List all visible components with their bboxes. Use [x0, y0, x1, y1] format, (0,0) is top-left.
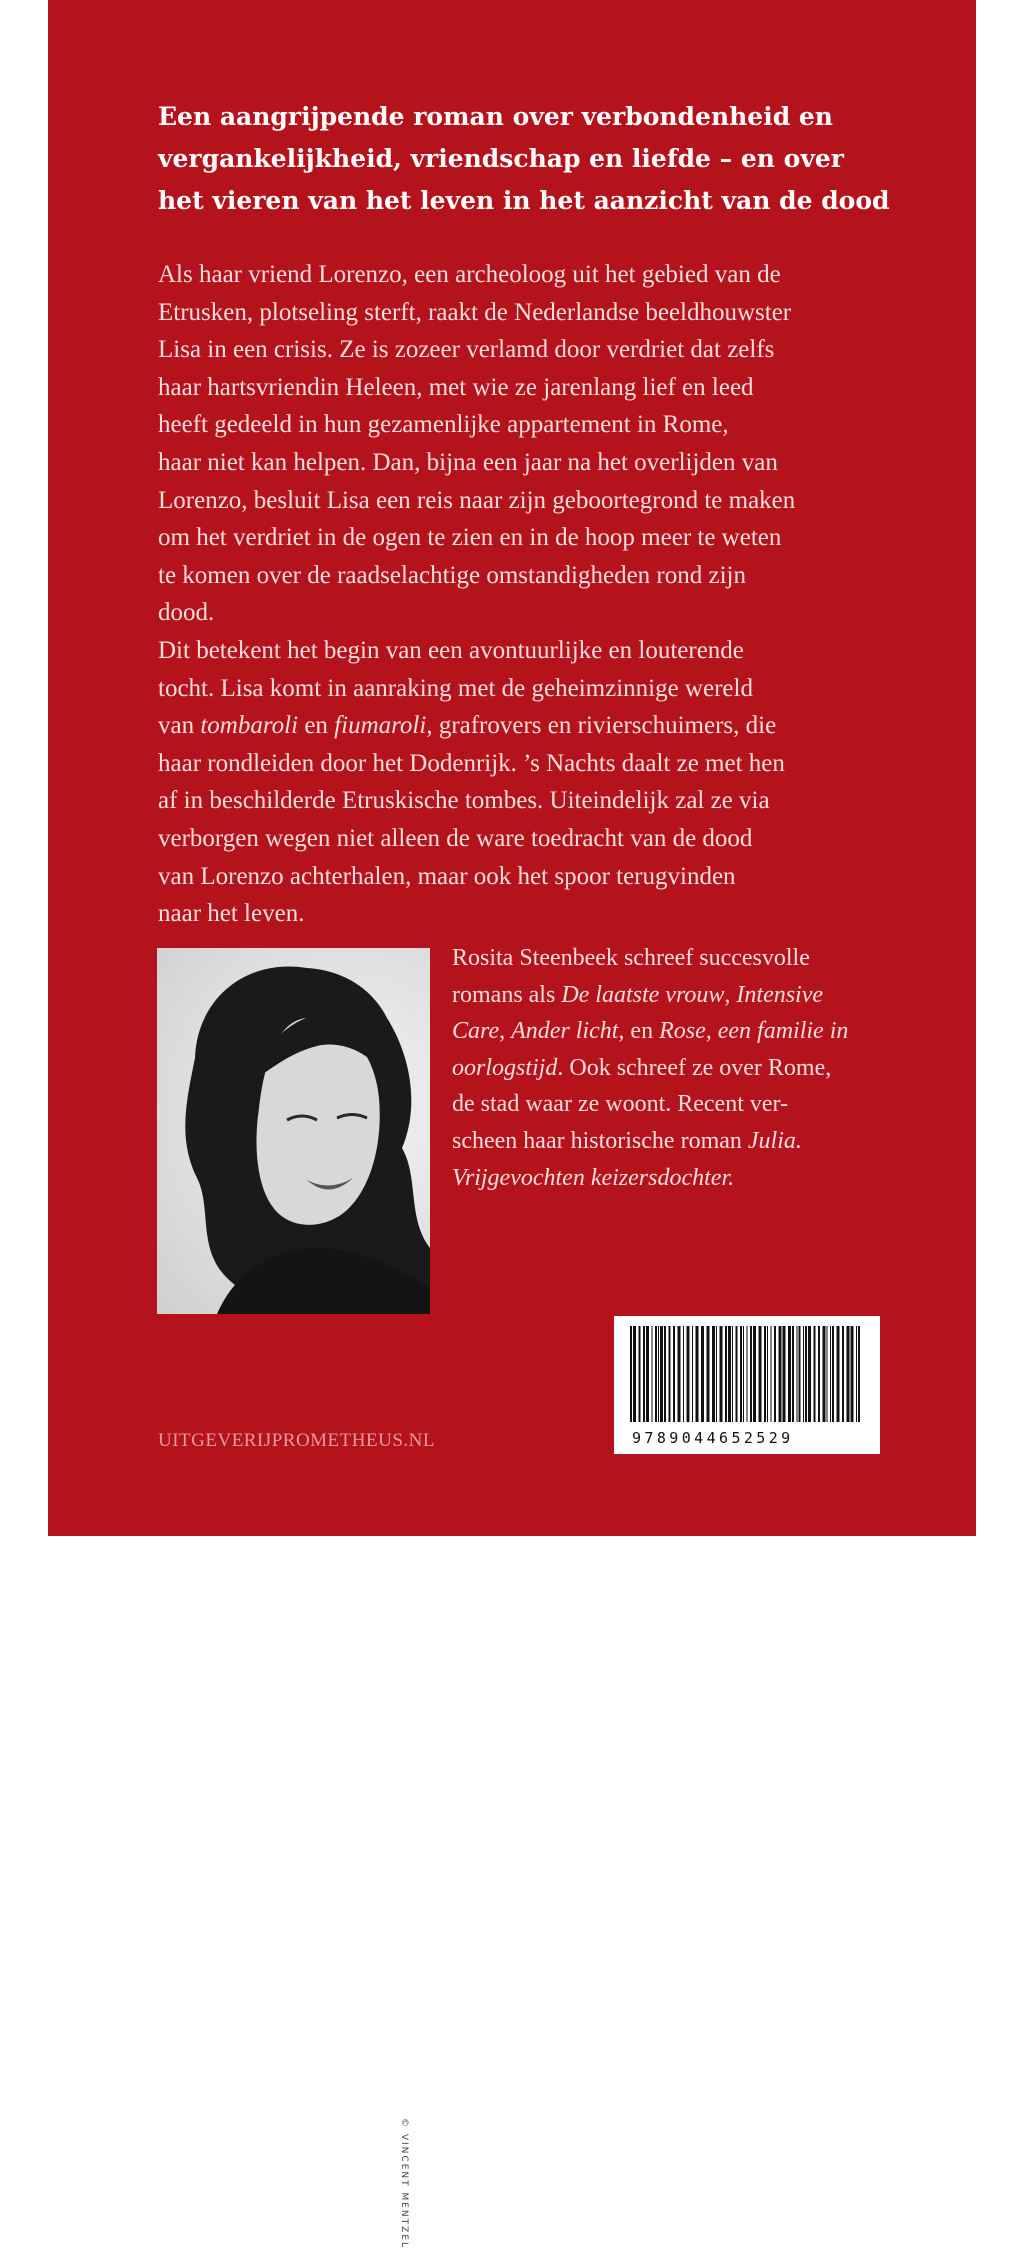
barcode-bar: [720, 1326, 723, 1422]
blurb-line: haar rondleiden door het Dodenrijk. ’s Nachts daalt ze met hen: [158, 749, 785, 777]
blurb-line: om het verdriet in de ogen te zien en in de hoop meer te weten: [158, 524, 782, 552]
book-title: De laatste vrouw: [561, 981, 725, 1008]
barcode-bar: [687, 1326, 690, 1422]
barcode-bar: [655, 1326, 657, 1422]
blurb-italic-term: fiumaroli: [334, 712, 427, 740]
blurb-text: [158, 256, 918, 933]
author-bio-line: [452, 1050, 922, 1087]
blurb-line: Etrusken, plotseling sterft, raakt de Nederlandse beeldhouwster: [158, 298, 792, 326]
author-bio-line: [452, 977, 922, 1014]
barcode-bar: [779, 1326, 782, 1422]
barcode-bar: [633, 1326, 636, 1422]
barcode-bar: [842, 1326, 844, 1422]
photo-credit: © VINCENT MENTZEL: [399, 2118, 409, 2249]
blurb-text-run: van: [158, 712, 201, 740]
blurb-line: haar niet kan helpen. Dan, bijna een jaar na het overlijden van: [158, 448, 778, 476]
barcode-bar: [732, 1326, 733, 1422]
barcode-bar: [847, 1326, 850, 1422]
barcode-bar: [774, 1326, 776, 1422]
blurb-line: van Lorenzo achterhalen, maar ook het spoor terugvinden: [158, 862, 736, 890]
barcode-bar: [851, 1326, 854, 1422]
barcode-bar: [643, 1326, 645, 1422]
author-bio-line: [452, 1160, 922, 1197]
blurb-italic-term: tombaroli: [200, 712, 299, 740]
barcode-bar: [678, 1326, 681, 1422]
author-bio-run: , en: [618, 1018, 660, 1045]
book-title: Care: [452, 1018, 500, 1045]
blurb-line: Als haar vriend Lorenzo, een archeoloog uit het gebied van de: [158, 261, 781, 288]
barcode-bar: [652, 1326, 653, 1422]
barcode-bar: [788, 1326, 791, 1422]
book-back-cover: [48, 0, 976, 2249]
barcode-bar: [823, 1326, 826, 1422]
blurb-line: haar hartsvriendin Heleen, met wie ze jarenlang lief en leed: [158, 373, 754, 401]
barcode-bar: [630, 1326, 632, 1422]
isbn-number: 9789044652529: [632, 1429, 794, 1447]
barcode-bar: [803, 1326, 804, 1422]
author-bio: [452, 940, 922, 1196]
barcode-bar: [783, 1326, 786, 1422]
barcode-bar: [692, 1326, 693, 1422]
blurb-line: tocht. Lisa komt in aanraking met de geheimzinnige wereld: [158, 674, 753, 702]
barcode-bar: [856, 1326, 857, 1422]
barcode-bar: [696, 1326, 699, 1422]
blurb-line: af in beschilderde Etruskische tombes. Uiteindelijk zal ze via: [158, 787, 770, 815]
author-bio-run: scheen haar historische roman: [452, 1127, 748, 1154]
book-title: Intensive: [736, 981, 824, 1008]
barcode-bar: [716, 1326, 717, 1422]
tagline: [158, 96, 890, 222]
barcode-bar: [712, 1326, 715, 1422]
barcode-bar: [767, 1326, 768, 1422]
author-bio-line: de stad waar ze woont. Recent ver-: [452, 1091, 789, 1118]
publisher-url: UITGEVERIJPROMETHEUS.NL: [158, 1430, 435, 1451]
barcode-bar: [728, 1326, 731, 1422]
tagline-line: het vieren van het leven in het aanzicht van de dood: [158, 186, 890, 215]
blurb-line: verborgen wegen niet alleen de ware toedracht van de dood: [158, 824, 753, 852]
tagline-line: vergankelijkheid, vriendschap en liefde – en over: [158, 144, 844, 173]
author-bio-run: . Ook schreef ze over Rome,: [557, 1054, 832, 1081]
barcode-bars: [628, 1326, 866, 1426]
barcode-bar: [646, 1326, 649, 1422]
barcode-bar: [673, 1326, 675, 1422]
blurb-line: Lisa in een crisis. Ze is zozeer verlamd door verdriet dat zelfs: [158, 336, 775, 364]
barcode-bar: [832, 1326, 834, 1422]
barcode: [614, 1316, 880, 1454]
book-title: Rose, een familie in: [659, 1018, 849, 1045]
blurb-line: [158, 707, 918, 745]
barcode-bar: [814, 1326, 816, 1422]
barcode-bar: [664, 1326, 666, 1422]
barcode-bar: [736, 1326, 738, 1422]
barcode-bar: [639, 1326, 641, 1422]
barcode-bar: [740, 1326, 742, 1422]
author-bio-run: ,: [499, 1018, 512, 1045]
barcode-bar: [658, 1326, 659, 1422]
barcode-bar: [792, 1326, 794, 1422]
barcode-bar: [750, 1326, 752, 1422]
barcode-bar: [660, 1326, 663, 1422]
barcode-bar: [818, 1326, 820, 1422]
blurb-line: te komen over de raadselachtige omstandigheden rond zijn: [158, 561, 746, 589]
barcode-bar: [827, 1326, 828, 1422]
barcode-bar: [759, 1326, 762, 1422]
barcode-bar: [683, 1326, 684, 1422]
author-bio-line: [452, 1123, 922, 1160]
barcode-bar: [743, 1326, 744, 1422]
barcode-bar: [771, 1326, 772, 1422]
blurb-line: Dit betekent het begin van een avontuurlijke en louterende: [158, 636, 744, 664]
blurb-line: heeft gedeeld in hun gezamenlijke appartement in Rome,: [158, 411, 729, 439]
blurb-text-run: en: [298, 712, 335, 740]
author-portrait-illustration: [157, 948, 430, 1314]
barcode-bar: [808, 1326, 811, 1422]
blurb-line: naar het leven.: [158, 900, 305, 928]
blurb-line: dood.: [158, 599, 215, 627]
book-title: Ander licht: [511, 1018, 619, 1045]
book-title: oorlogstijd: [452, 1054, 558, 1081]
book-title: Julia.: [747, 1127, 802, 1154]
barcode-bar: [707, 1326, 710, 1422]
barcode-bar: [669, 1326, 671, 1422]
tagline-line: Een aangrijpende roman over verbondenheid en: [158, 102, 833, 131]
barcode-bar: [701, 1326, 704, 1422]
barcode-bar: [753, 1326, 756, 1422]
barcode-bar: [805, 1326, 807, 1422]
barcode-bar: [797, 1326, 798, 1422]
barcode-bar: [799, 1326, 801, 1422]
author-bio-run: ,: [724, 981, 737, 1008]
barcode-bar: [747, 1326, 748, 1422]
barcode-bar: [858, 1326, 860, 1422]
author-bio-line: [452, 1013, 922, 1050]
blurb-line: Lorenzo, besluit Lisa een reis naar zijn geboortegrond te maken: [158, 486, 796, 514]
author-bio-line: Rosita Steenbeek schreef succesvolle: [452, 945, 810, 971]
barcode-bar: [830, 1326, 831, 1422]
barcode-bar: [725, 1326, 727, 1422]
author-bio-run: romans als: [452, 981, 562, 1008]
barcode-bar: [837, 1326, 840, 1422]
blurb-text-run: , grafrovers en rivierschuimers, die: [426, 712, 777, 740]
book-title: Vrijgevochten keizersdochter.: [452, 1164, 735, 1191]
barcode-bar: [764, 1326, 766, 1422]
